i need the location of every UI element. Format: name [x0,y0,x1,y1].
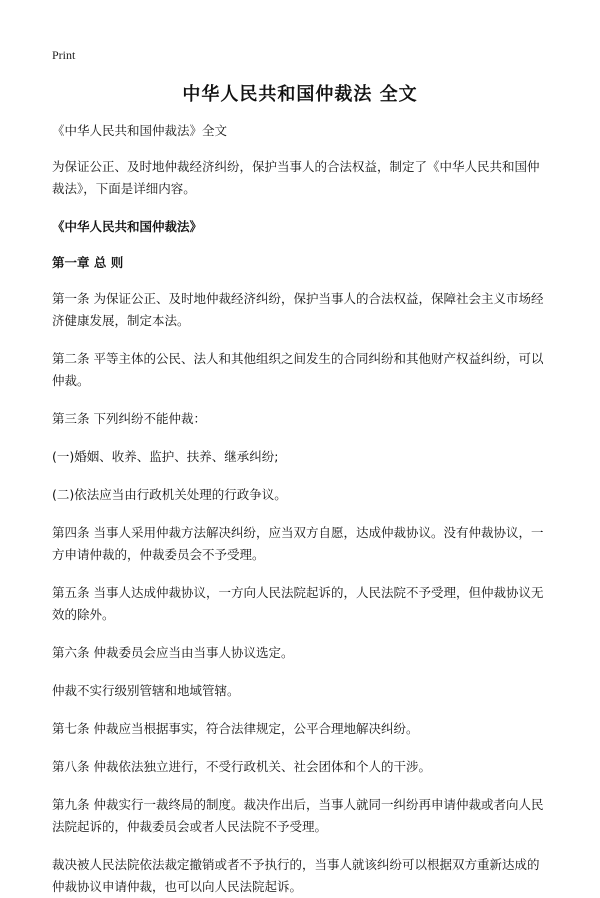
document-body [52,120,548,898]
print-link[interactable]: Print [52,48,76,62]
article-9-note: 裁决被人民法院依法裁定撤销或者不予执行的，当事人就该纠纷可以根据双方重新达成的仲裁协议申请仲裁，也可以向人民法院起诉。 [52,857,540,894]
article-2: 第二条 平等主体的公民、法人和其他组织之间发生的合同纠纷和其他财产权益纠纷，可以仲裁。 [52,351,544,388]
article-5: 第五条 当事人达成仲裁协议，一方向人民法院起诉的，人民法院不予受理，但仲裁协议无效的除外。 [52,585,544,622]
chapter-heading: 第一章 总 则 [52,255,124,270]
article-7: 第七条 仲裁应当根据事实，符合法律规定，公平合理地解决纠纷。 [52,721,419,736]
article-4: 第四条 当事人采用仲裁方法解决纠纷，应当双方自愿，达成仲裁协议。没有仲裁协议，一方申请仲裁的，仲裁委员会不予受理。 [52,525,544,562]
intro-source: 《中华人民共和国仲裁法》全文 [52,123,228,138]
law-title-heading: 《中华人民共和国仲裁法》 [52,219,203,234]
intro-paragraph: 为保证公正、及时地仲裁经济纠纷，保护当事人的合法权益，制定了《中华人民共和国仲裁法》，下面是详细内容。 [52,159,540,196]
article-3-item-1: (一)婚姻、收养、监护、扶养、继承纠纷; [52,449,279,464]
article-3-item-2: (二)依法应当由行政机关处理的行政争议。 [52,487,287,502]
page-title: 中华人民共和国仲裁法 全文 [182,84,418,105]
article-6: 第六条 仲裁委员会应当由当事人协议选定。 [52,645,294,660]
article-6-note: 仲裁不实行级别管辖和地域管辖。 [52,683,240,698]
article-1: 第一条 为保证公正、及时地仲裁经济纠纷，保护当事人的合法权益，保障社会主义市场经济健康发展，制定本法。 [52,291,544,328]
article-9: 第九条 仲裁实行一裁终局的制度。裁决作出后，当事人就同一纠纷再申请仲裁或者向人民法院起诉的，仲裁委员会或者人民法院不予受理。 [52,797,544,834]
article-8: 第八条 仲裁依法独立进行，不受行政机关、社会团体和个人的干涉。 [52,759,431,774]
article-3: 第三条 下列纠纷不能仲裁： [52,411,206,426]
